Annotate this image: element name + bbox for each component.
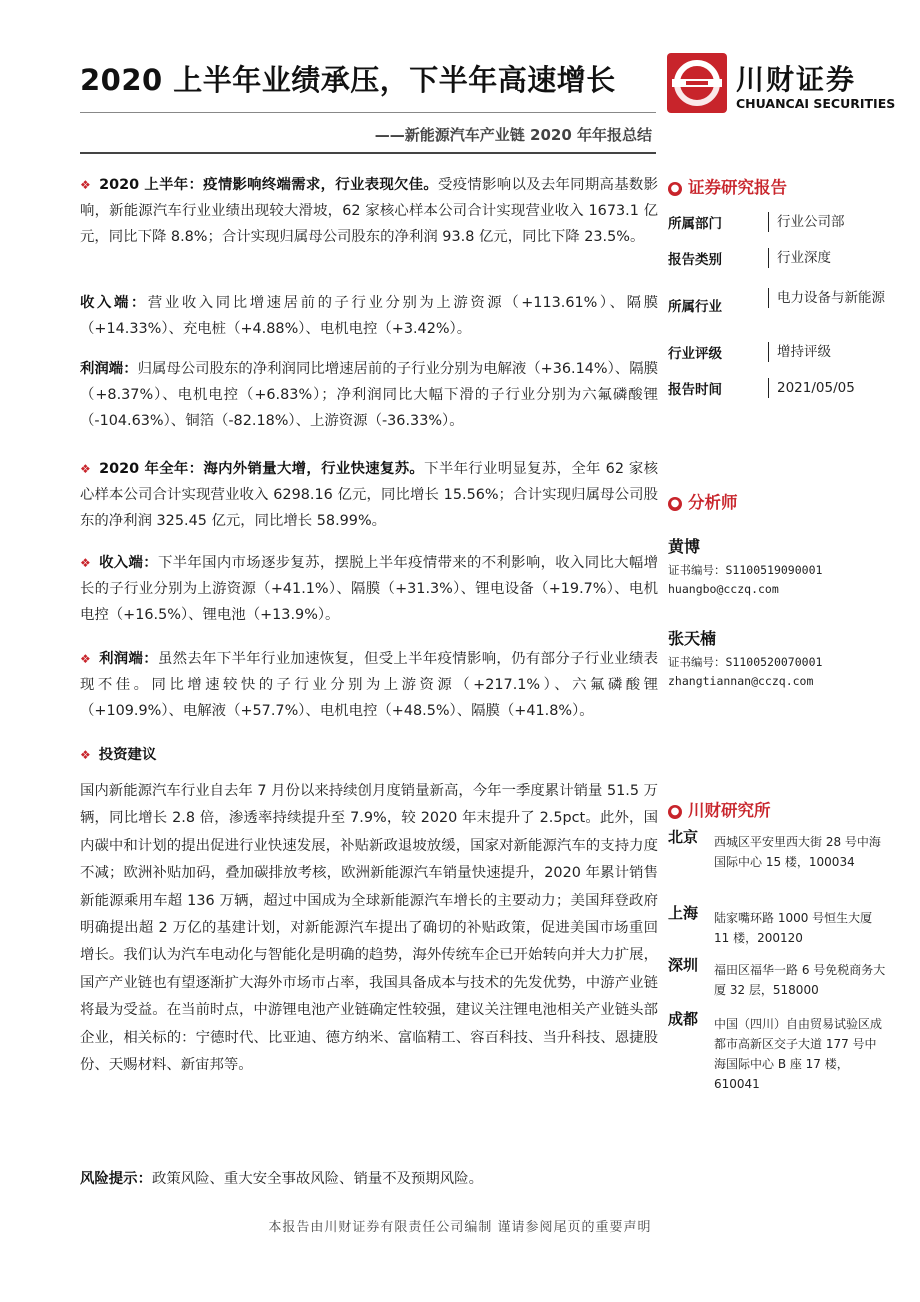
- paragraph-fy-profit: [80, 646, 658, 724]
- report-info-table: 所属部门 行业公司部 报告类别 行业深度 所属行业 电力设备与新能源 行业评级 增持评级 报告时间 2021/05/05: [668, 212, 888, 412]
- header-divider: [80, 152, 656, 154]
- title-divider: [80, 112, 656, 113]
- paragraph-body: 下半年国内市场逐步复苏，摆脱上半年疫情带来的不利影响，收入同比大幅增长的子行业分别为上游资源（+41.1%）、隔膜（+31.3%）、锂电设备（+19.7%）、电机电控（+16.5%）、锂电池（+13.9%）。: [80, 555, 658, 623]
- paragraph-body: 归属母公司股东的净利润同比增速居前的子行业分别为电解液（+36.14%）、隔膜（+8.37%）、电机电控（+6.83%）；净利润同比大幅下滑的子行业分别为六氟磷酸锂（-104.63%）、铜箔（-82.18%）、上游资源（-36.33%）。: [80, 361, 658, 429]
- section-marker-icon: ●: [668, 805, 682, 819]
- analyst-card: [668, 626, 888, 691]
- main-content: [80, 172, 658, 250]
- paragraph-lead: 2020 年全年：海内外销量大增，行业快速复苏。: [99, 461, 425, 477]
- section-marker-icon: ●: [668, 182, 682, 196]
- paragraph-h1-summary: [80, 172, 658, 250]
- paragraph-h1-profit: [80, 356, 658, 434]
- paragraph-fy-revenue: [80, 550, 658, 628]
- diamond-bullet-icon: ❖: [80, 556, 92, 570]
- institute-heading: ● 川财研究所: [668, 798, 888, 824]
- paragraph-body: 下半年行业明显复苏，全年 62 家核心样本公司合计实现营业收入 6298.16 亿元，同比增长 15.56%；合计实现归属母公司股东的净利润 325.45 亿元，同比增长 58.99%。: [80, 461, 658, 529]
- section-marker-icon: ●: [668, 497, 682, 511]
- analyst-section: [668, 490, 888, 516]
- paragraph-lead: 利润端：: [80, 361, 138, 377]
- company-logo: [666, 52, 896, 122]
- office-list: 北京 西城区平安里西大街 28 号中海国际中心 15 楼，100034 上海 陆家嘴环路 1000 号恒生大厦 11 楼，200120 深圳 福田区福华一路 6 号免税商务大厦 32 层，518000 成都 中国（四川）自由贸易试验区成都市高新区交子大道 177 号中海国际中心 B 座 17 楼，610041: [668, 828, 886, 1091]
- diamond-bullet-icon: ❖: [80, 652, 92, 666]
- paragraph-lead: 利润端：: [99, 651, 158, 667]
- paragraph-lead: 2020 上半年：疫情影响终端需求，行业表现欠佳。: [99, 177, 439, 193]
- report-info-section: [668, 175, 888, 201]
- report-title: 2020 上半年业绩承压，下半年高速增长: [80, 63, 616, 97]
- report-subtitle: ——新能源汽车产业链 2020 年年报总结: [374, 126, 652, 144]
- chuancai-logo-icon: [666, 52, 728, 114]
- analyst-cert: 证书编号：S1100519090001: [668, 563, 823, 577]
- analyst-email[interactable]: huangbo@cczq.com: [668, 582, 779, 596]
- paragraph-fy-summary: [80, 456, 658, 534]
- analyst-cert: 证书编号：S1100520070001: [668, 655, 823, 669]
- risk-warning: [80, 1166, 658, 1192]
- diamond-bullet-icon: ❖: [80, 748, 91, 762]
- paragraph-h1-revenue: [80, 290, 658, 342]
- logo-name-en: CHUANCAI SECURITIES: [736, 96, 896, 111]
- risk-label: 风险提示：: [80, 1171, 152, 1187]
- diamond-bullet-icon: ❖: [80, 462, 92, 476]
- logo-name-cn: 川财证券: [736, 63, 857, 96]
- paragraph-body: 受疫情影响以及去年同期高基数影响，新能源汽车行业业绩出现较大滑坡，62 家核心样本公司合计实现营业收入 1673.1 亿元，同比下降 8.8%；合计实现归属母公司股东的净利润 93.8 亿元，同比下降 23.5%。: [80, 177, 658, 245]
- analyst-name: 张天楠: [668, 629, 717, 648]
- paragraph-body: 虽然去年下半年行业加速恢复，但受上半年疫情影响，仍有部分子行业业绩表现不佳。同比增速较快的子行业分别为上游资源（+217.1%）、六氟磷酸锂（+109.9%）、电解液（+57.7%）、电机电控（+48.5%）、隔膜（+41.8%）。: [80, 651, 658, 719]
- analyst-card: [668, 534, 888, 599]
- paragraph-body: 营业收入同比增速居前的子行业分别为上游资源（+113.61%）、隔膜（+14.33%）、充电桩（+4.88%）、电机电控（+3.42%）。: [80, 295, 658, 337]
- paragraph-lead: 收入端：: [99, 555, 158, 571]
- institute-section: [668, 798, 888, 824]
- diamond-bullet-icon: ❖: [80, 178, 92, 192]
- analyst-name: 黄博: [668, 537, 701, 556]
- risk-body: 政策风险、重大安全事故风险、销量不及预期风险。: [151, 1171, 483, 1187]
- analyst-email[interactable]: zhangtiannan@cczq.com: [668, 674, 814, 688]
- analyst-heading: ● 分析师: [668, 490, 888, 516]
- page-footer: 本报告由川财证券有限责任公司编制 谨请参阅尾页的重要声明: [268, 1220, 652, 1235]
- report-heading: ● 证券研究报告: [668, 175, 888, 201]
- invest-body: 国内新能源汽车行业自去年 7 月份以来持续创月度销量新高，今年一季度累计销量 51.5 万辆，同比增长 2.8 倍，渗透率持续提升至 7.9%，较 2020 年末提升了 2.5pct。此外，国内碳中和计划的提出促进行业快速发展，补贴新政退坡放缓，国家对新能源汽车的支持力度不减；欧洲补贴加码，叠加碳排放考核，欧洲新能源汽车销量快速提升，2020 年累计销售新能源乘用车超 136 万辆，超过中国成为全球新能源汽车增长的主要动力；美国拜登政府明确提出超 2 万亿的基建计划，对新能源汽车提出了确切的补贴政策，促进美国市场重回增长。我们认为汽车电动化与智能化是明确的趋势，海外传统车企已开始转向并大力扩展，国产产业链也有望逐渐扩大海外市场市占率，我国具备成本与技术的先发优势，中游产业链将最为受益。在当前时点，中游锂电池产业链确定性较强，建议关注锂电池相关产业链头部企业，相关标的：宁德时代、比亚迪、德方纳米、富临精工、容百科技、当升科技、恩捷股份、天赐材料、新宙邦等。: [80, 783, 658, 1074]
- invest-heading: ❖ 投资建议: [80, 747, 157, 763]
- paragraph-lead: 收入端：: [80, 295, 148, 311]
